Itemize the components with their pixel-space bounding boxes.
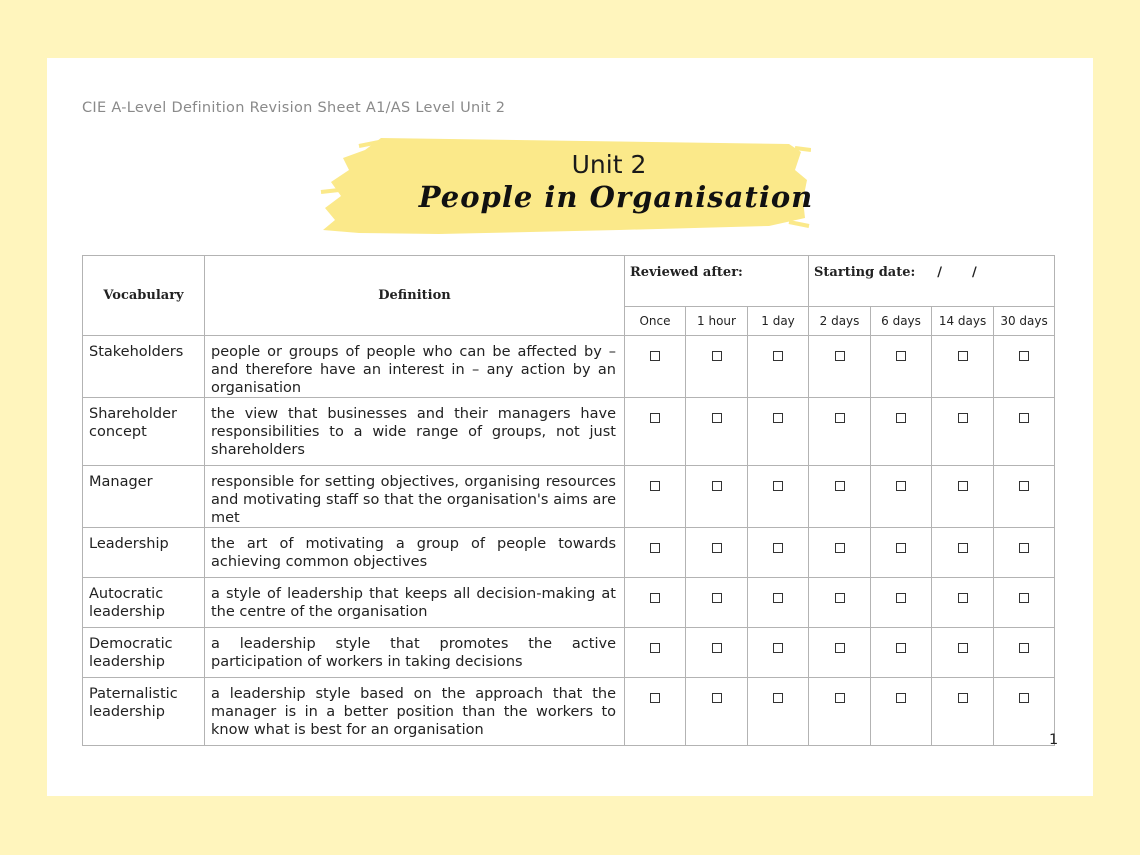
vocabulary-term: Shareholder concept (83, 398, 205, 466)
review-checkbox[interactable] (835, 351, 845, 361)
review-checkbox-cell (748, 398, 809, 466)
date-separator: / (972, 265, 977, 280)
interval-once: Once (625, 307, 686, 336)
review-checkbox[interactable] (896, 693, 906, 703)
review-checkbox[interactable] (712, 413, 722, 423)
review-checkbox[interactable] (958, 481, 968, 491)
review-checkbox-cell (809, 578, 871, 628)
review-checkbox-cell (625, 628, 686, 678)
interval-2-days: 2 days (809, 307, 871, 336)
review-checkbox[interactable] (958, 643, 968, 653)
review-checkbox-cell (932, 578, 994, 628)
review-checkbox[interactable] (650, 643, 660, 653)
review-checkbox[interactable] (1019, 413, 1029, 423)
review-checkbox-cell (809, 466, 871, 528)
review-checkbox[interactable] (650, 351, 660, 361)
review-checkbox-cell (748, 578, 809, 628)
review-checkbox[interactable] (650, 593, 660, 603)
vocabulary-term: Stakeholders (83, 336, 205, 398)
review-checkbox[interactable] (1019, 593, 1029, 603)
review-checkbox-cell (748, 466, 809, 528)
table-row (83, 528, 1055, 578)
review-checkbox[interactable] (773, 351, 783, 361)
review-checkbox-cell (686, 578, 748, 628)
review-checkbox[interactable] (896, 543, 906, 553)
review-checkbox[interactable] (650, 481, 660, 491)
review-checkbox-cell (932, 628, 994, 678)
date-separator: / (937, 265, 943, 280)
table-row (83, 466, 1055, 528)
sheet-header-line: CIE A-Level Definition Revision Sheet A1/AS Level Unit 2 (82, 100, 506, 116)
review-checkbox-cell (686, 466, 748, 528)
definition-text: responsible for setting objectives, organising resources and motivating staff so that the organisation's aims are met (205, 466, 625, 528)
table-row (83, 336, 1055, 398)
interval-1-day: 1 day (748, 307, 809, 336)
vocabulary-term: Democratic leadership (83, 628, 205, 678)
review-checkbox[interactable] (896, 413, 906, 423)
review-checkbox-cell (809, 336, 871, 398)
review-checkbox-cell (748, 628, 809, 678)
review-checkbox[interactable] (958, 543, 968, 553)
review-checkbox[interactable] (958, 693, 968, 703)
definition-text: a style of leadership that keeps all decision-making at the centre of the organisation (205, 578, 625, 628)
review-checkbox-cell (994, 398, 1055, 466)
review-checkbox-cell (994, 336, 1055, 398)
review-checkbox-cell (809, 398, 871, 466)
reviewed-after-header: Reviewed after: (625, 256, 809, 307)
review-checkbox-cell (625, 528, 686, 578)
review-checkbox[interactable] (835, 643, 845, 653)
review-checkbox-cell (686, 678, 748, 746)
review-checkbox-cell (871, 398, 932, 466)
review-checkbox[interactable] (773, 543, 783, 553)
review-checkbox[interactable] (835, 413, 845, 423)
starting-date-label: Starting date: (814, 265, 916, 280)
review-checkbox-cell (686, 528, 748, 578)
vocabulary-term: Manager (83, 466, 205, 528)
review-checkbox[interactable] (773, 643, 783, 653)
unit-title: Unit 2 (571, 150, 647, 179)
table-row (83, 678, 1055, 746)
table-row (83, 578, 1055, 628)
starting-date-header (809, 256, 1055, 307)
review-checkbox[interactable] (712, 351, 722, 361)
review-checkbox-cell (932, 398, 994, 466)
review-checkbox-cell (871, 628, 932, 678)
definition-text: a leadership style based on the approach that the manager is in a better position than the workers to know what is best for an organisation (205, 678, 625, 746)
table-row (83, 628, 1055, 678)
review-checkbox-cell (871, 528, 932, 578)
review-checkbox[interactable] (835, 693, 845, 703)
vocabulary-term: Leadership (83, 528, 205, 578)
review-checkbox[interactable] (958, 413, 968, 423)
review-checkbox-cell (625, 336, 686, 398)
review-checkbox-cell (871, 466, 932, 528)
review-checkbox[interactable] (896, 643, 906, 653)
vocabulary-term: Paternalistic leadership (83, 678, 205, 746)
vocabulary-term: Autocratic leadership (83, 578, 205, 628)
definition-table (82, 255, 1055, 746)
review-checkbox-cell (809, 528, 871, 578)
review-checkbox[interactable] (896, 593, 906, 603)
review-checkbox[interactable] (712, 543, 722, 553)
review-checkbox-cell (809, 628, 871, 678)
review-checkbox-cell (686, 398, 748, 466)
table-row (83, 398, 1055, 466)
review-checkbox-cell (809, 678, 871, 746)
review-checkbox-cell (748, 336, 809, 398)
review-checkbox-cell (686, 628, 748, 678)
interval-30-days: 30 days (994, 307, 1055, 336)
review-checkbox[interactable] (1019, 643, 1029, 653)
interval-6-days: 6 days (871, 307, 932, 336)
review-checkbox[interactable] (1019, 543, 1029, 553)
definition-text: a leadership style that promotes the active participation of workers in taking decisions (205, 628, 625, 678)
review-checkbox-cell (994, 466, 1055, 528)
review-checkbox-cell (871, 336, 932, 398)
review-checkbox[interactable] (712, 643, 722, 653)
definition-header: Definition (205, 256, 625, 336)
review-checkbox-cell (625, 398, 686, 466)
review-checkbox-cell (932, 528, 994, 578)
vocabulary-header: Vocabulary (83, 256, 205, 336)
review-checkbox[interactable] (835, 593, 845, 603)
review-checkbox-cell (994, 628, 1055, 678)
review-checkbox[interactable] (650, 693, 660, 703)
review-checkbox-cell (871, 578, 932, 628)
review-checkbox[interactable] (712, 593, 722, 603)
review-checkbox-cell (625, 466, 686, 528)
review-checkbox-cell (748, 528, 809, 578)
review-checkbox-cell (994, 528, 1055, 578)
definition-text: the art of motivating a group of people towards achieving common objectives (205, 528, 625, 578)
review-checkbox-cell (994, 678, 1055, 746)
review-checkbox[interactable] (835, 481, 845, 491)
review-checkbox[interactable] (650, 413, 660, 423)
definition-text: the view that businesses and their managers have responsibilities to a wide range of groups, not just shareholders (205, 398, 625, 466)
review-checkbox-cell (994, 578, 1055, 628)
review-checkbox[interactable] (958, 351, 968, 361)
review-checkbox-cell (932, 336, 994, 398)
review-checkbox[interactable] (958, 593, 968, 603)
page-number: 1 (1049, 732, 1059, 748)
revision-sheet-page (47, 58, 1093, 796)
review-checkbox[interactable] (773, 593, 783, 603)
interval-14-days: 14 days (932, 307, 994, 336)
review-checkbox[interactable] (1019, 481, 1029, 491)
review-checkbox[interactable] (896, 351, 906, 361)
topic-title: People in Organisation (418, 180, 814, 214)
review-checkbox-cell (686, 336, 748, 398)
review-checkbox-cell (932, 466, 994, 528)
review-checkbox-cell (748, 678, 809, 746)
definition-text: people or groups of people who can be affected by – and therefore have an interest in – any action by an organisation (205, 336, 625, 398)
review-checkbox[interactable] (1019, 693, 1029, 703)
review-checkbox[interactable] (712, 481, 722, 491)
review-checkbox-cell (625, 578, 686, 628)
review-checkbox[interactable] (773, 413, 783, 423)
review-checkbox[interactable] (835, 543, 845, 553)
review-checkbox[interactable] (773, 693, 783, 703)
review-checkbox[interactable] (1019, 351, 1029, 361)
review-checkbox[interactable] (773, 481, 783, 491)
interval-1-hour: 1 hour (686, 307, 748, 336)
review-checkbox-cell (871, 678, 932, 746)
review-checkbox-cell (625, 678, 686, 746)
review-checkbox[interactable] (650, 543, 660, 553)
review-checkbox[interactable] (896, 481, 906, 491)
vocabulary-rows (83, 336, 1055, 746)
review-checkbox-cell (932, 678, 994, 746)
review-checkbox[interactable] (712, 693, 722, 703)
